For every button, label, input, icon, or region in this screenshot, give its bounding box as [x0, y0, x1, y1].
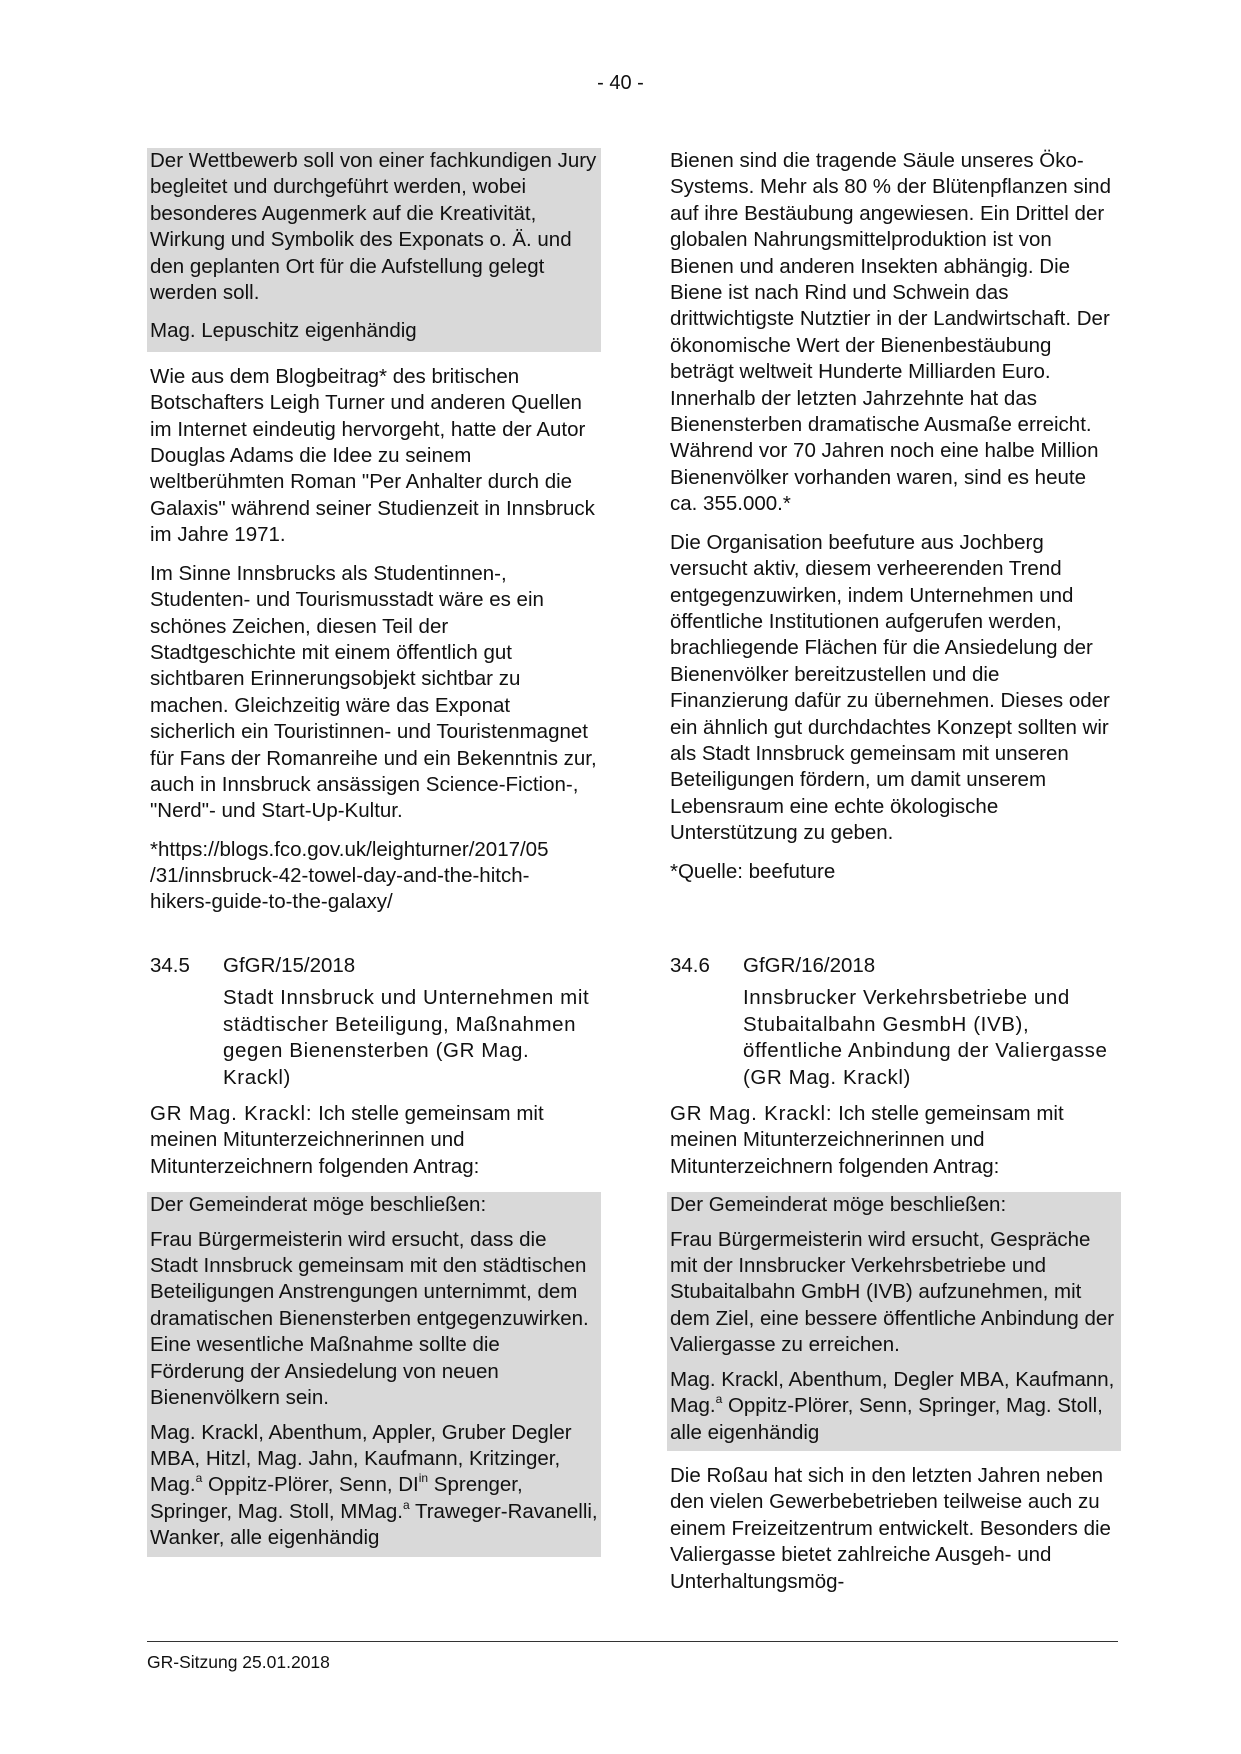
page-number: - 40 -: [597, 72, 644, 94]
left-column: [147, 148, 601, 927]
superscript: a: [195, 1471, 203, 1486]
footnote-url-line-2: /31/innsbruck-42-towel-day-and-the-hitch-: [150, 863, 530, 887]
signatories-part: Traweger-Ravanelli, Wanker, alle eigenhändig: [150, 1499, 598, 1550]
motion-box: [667, 1192, 1121, 1451]
signatories: [670, 1367, 1118, 1446]
right-column: [667, 148, 1121, 897]
section-code: GfGR/16/2018: [743, 954, 876, 977]
footnote-url-line-3: hikers-guide-to-the-galaxy/: [150, 889, 393, 913]
section-title: Stadt Innsbruck und Unternehmen mit städtischer Beteiligung, Maßnahmen gegen Bienensterben (GR Mag. Krackl): [223, 986, 590, 1089]
paragraph-blog: Wie aus dem Blogbeitrag* des britischen Botschafters Leigh Turner und anderen Quellen im Internet eindeutig hervorgeht, hatte der Autor Douglas Adams die Idee zu seinem weltberühmten Roman "Per Anhalter durch die Galaxis" während seiner Studienzeit in Innsbruck im Jahre 1971.: [150, 364, 595, 547]
motion-heading: Der Gemeinderat möge beschließen:: [670, 1193, 1007, 1217]
signatories-part: Sprenger, Springer, Mag. Stoll, MMag.: [150, 1473, 523, 1523]
signatories-part: Mag. Krackl, Abenthum, Degler MBA, Kaufmann, Mag.: [670, 1367, 1115, 1418]
motion-heading: Der Gemeinderat möge beschließen:: [150, 1193, 487, 1217]
motion-text: Frau Bürgermeisterin wird ersucht, dass die Stadt Innsbruck gemeinsam mit den städtischen Beteiligungen Anstrengungen unternimmt, dem dramatischen Bienensterben entgegenzuwirken. Eine wesentliche Maßnahme sollte die Förderung der Ansiedelung von neuen Bienenvölkern sein.: [150, 1227, 589, 1410]
section-code: GfGR/15/2018: [223, 954, 356, 977]
speaker-name: GR Mag. Krackl:: [670, 1102, 833, 1126]
reason-text: Die Roßau hat sich in den letzten Jahren neben den vielen Gewerbebetrieben teilweise auch zu einem Freizeitzentrum entwickelt. Besonders die Valiergasse bietet zahlreiche Ausgeh- und Unterhaltungsmög-: [670, 1463, 1111, 1593]
superscript: a: [402, 1497, 410, 1512]
footer-text: GR-Sitzung 25.01.2018: [147, 1652, 330, 1672]
footnote-url-line-1: *https://blogs.fco.gov.uk/leighturner/2017/05: [150, 837, 549, 861]
signatories-part: Mag. Krackl, Abenthum, Appler, Gruber Degler MBA, Hitzl, Mag. Jahn, Kaufmann, Kritzinger, Mag.: [150, 1420, 572, 1497]
motion-intro: [667, 1101, 1121, 1180]
proposal-text: Der Wettbewerb soll von einer fachkundigen Jury begleitet und durchgeführt werden, wobei besonderes Augenmerk auf die Kreativität, Wirkung und Symbolik des Exponats o. Ä. und den geplanten Ort für die Aufstellung gelegt werden soll.: [147, 148, 601, 313]
motion-text: Frau Bürgermeisterin wird ersucht, Gespräche mit der Innsbrucker Verkehrsbetriebe und Stubaitalbahn GmbH (IVB) aufzunehmen, mit dem Ziel, eine bessere öffentliche Anbindung der Valiergasse zu erreichen.: [670, 1227, 1115, 1357]
motion-intro: [147, 1101, 601, 1180]
section-heading: [147, 953, 601, 979]
signatories: [150, 1420, 598, 1552]
footnote-url: [147, 837, 601, 915]
superscript: a: [715, 1392, 723, 1407]
section-number: 34.6: [670, 954, 710, 977]
intro-text: Ich stelle gemeinsam mit meinen Mitunterzeichnerinnen und Mitunterzeichnern folgenden Antrag:: [670, 1102, 1064, 1178]
section-34-6: [667, 953, 1121, 1607]
signatories-part: Oppitz-Plörer, Senn, DI: [202, 1473, 419, 1497]
superscript: in: [418, 1471, 429, 1486]
signatories-part: Oppitz-Plörer, Senn, Springer, Mag. Stoll, alle eigenhändig: [670, 1394, 1103, 1444]
paragraph-bienen: Bienen sind die tragende Säule unseres Öko-Systems. Mehr als 80 % der Blütenpflanzen sind auf ihre Bestäubung angewiesen. Ein Drittel der globalen Nahrungsmittelproduktion ist von Bienen und anderen Insekten abhängig. Die Biene ist nach Rind und Schwein das drittwichtigste Nutztier in der Landwirtschaft. Der ökonomische Wert der Bienenbestäubung beträgt weltweit Hunderte Milliarden Euro. Innerhalb der letzten Jahrzehnte hat das Bienensterben dramatische Ausmaße erreicht. Während vor 70 Jahren noch eine halbe Million Bienenvölker vorhanden waren, sind es heute ca. 355.000.*: [670, 149, 1111, 516]
paragraph-beefuture: Die Organisation beefuture aus Jochberg versucht aktiv, diesem verheerenden Trend entgegenzuwirken, indem Unternehmen und öffentliche Institutionen aufgerufen werden, brachliegende Flächen für die Ansiedelung der Bienenvölker bereitzustellen und die Finanzierung dafür zu übernehmen. Dieses oder ein ähnlich gut durchdachtes Konzept sollten wir als Stadt Innsbruck gemeinsam mit unseren Beteiligungen fördern, um damit unserem Lebensraum eine echte ökologische Unterstützung zu geben.: [670, 530, 1110, 845]
section-title: Innsbrucker Verkehrsbetriebe und Stubaitalbahn GesmbH (IVB), öffentliche Anbindung der Valiergasse (GR Mag. Krackl): [743, 986, 1108, 1089]
motion-box: [147, 1192, 601, 1556]
section-number: 34.5: [150, 954, 190, 977]
source-note: *Quelle: beefuture: [670, 859, 836, 883]
signature-lepuschitz: Mag. Lepuschitz eigenhändig: [147, 313, 601, 351]
section-heading: [667, 953, 1121, 979]
section-34-5: [147, 953, 601, 1569]
paragraph-studentenstadt: Im Sinne Innsbrucks als Studentinnen-, Studenten- und Tourismusstadt wäre es ein schönes Zeichen, diesen Teil der Stadtgeschichte mit einem öffentlich gut sichtbaren Erinnerungsobjekt sichtbar zu machen. Gleichzeitig wäre das Exponat sicherlich ein Touristinnen- und Touristenmagnet für Fans der Romanreihe und ein Bekenntnis zur, auch in Innsbruck ansässigen Science-Fiction-, "Nerd"- und Start-Up-Kultur.: [150, 561, 597, 823]
intro-text: Ich stelle gemeinsam mit meinen Mitunterzeichnerinnen und Mitunterzeichnern folgenden Antrag:: [150, 1102, 544, 1178]
footer-divider: [147, 1641, 1118, 1642]
speaker-name: GR Mag. Krackl:: [150, 1102, 313, 1126]
